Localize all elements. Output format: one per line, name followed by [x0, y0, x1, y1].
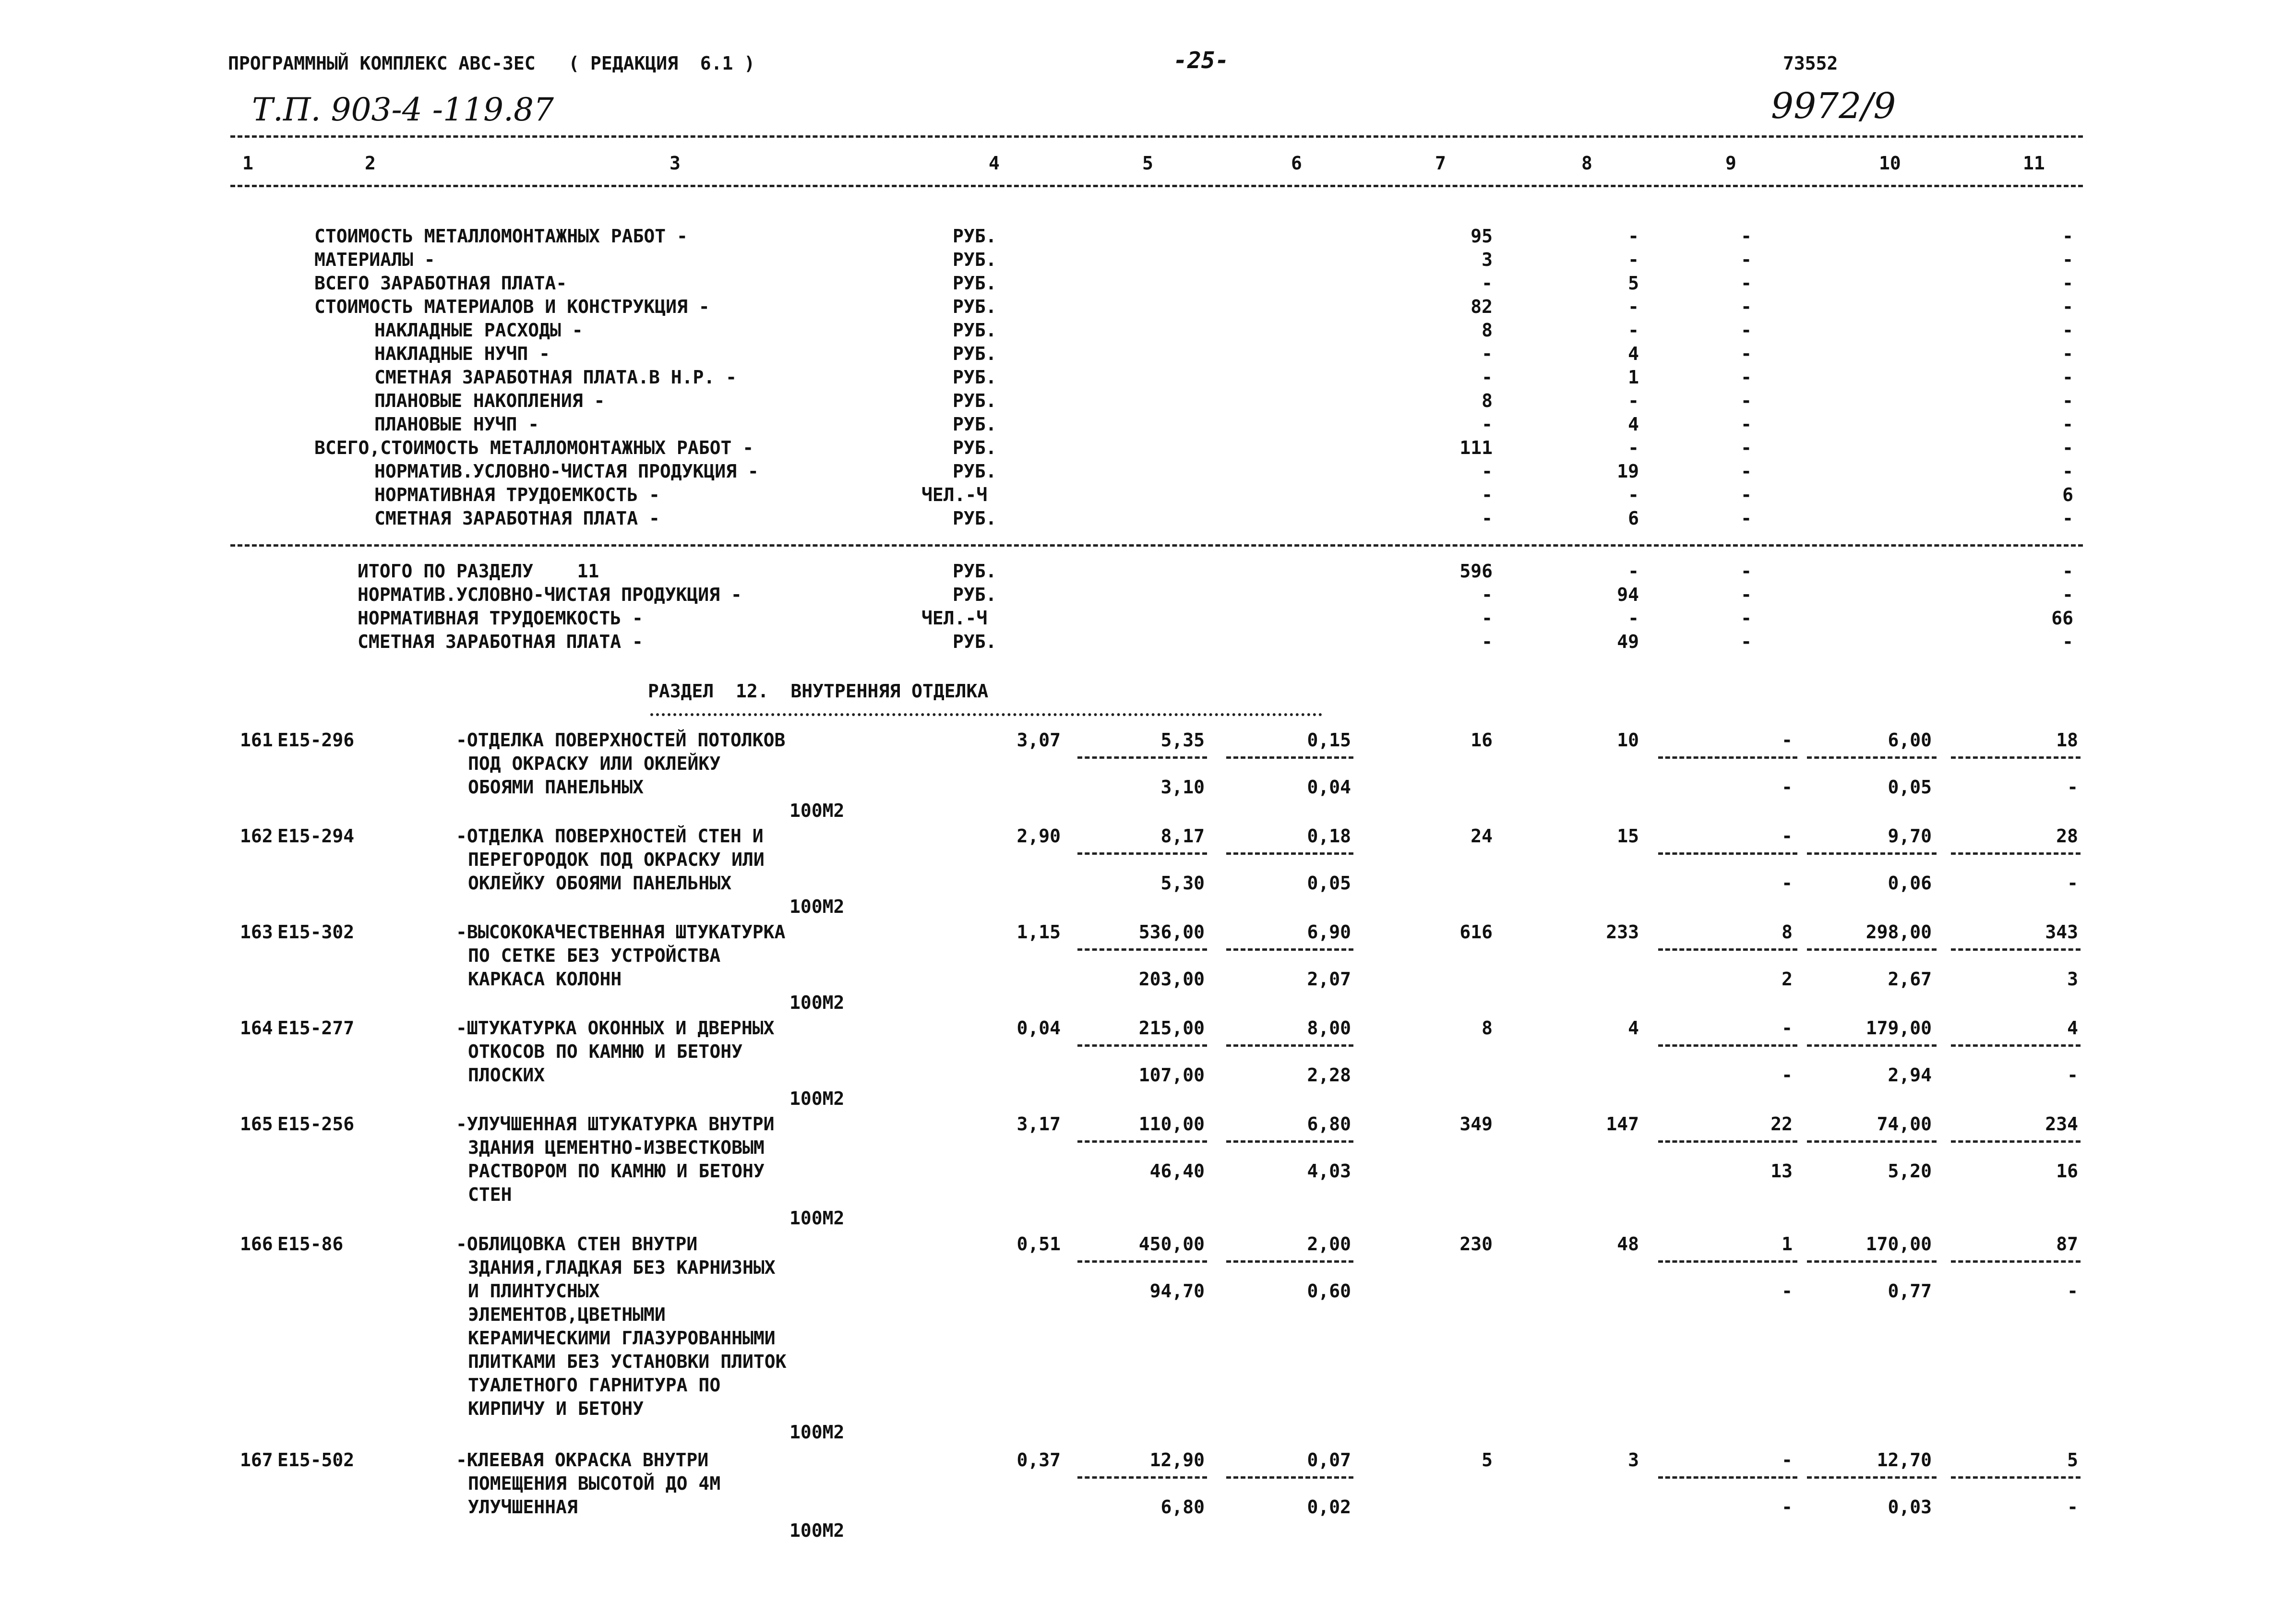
item-number: 162 [240, 825, 273, 847]
item-col11-sub: 16 [2056, 1160, 2078, 1182]
total-label: ИТОГО ПО РАЗДЕЛУ 11 [358, 561, 599, 582]
col9-separator [1658, 1260, 1797, 1263]
total-col11: - [2062, 561, 2073, 582]
item-col9: 22 [1770, 1113, 1793, 1135]
rule-under-colnums [230, 185, 2083, 187]
item-description-line: ОКЛЕЙКУ ОБОЯМИ ПАНЕЛЬНЫХ [468, 873, 732, 894]
col11-separator [1951, 1260, 2081, 1263]
summary-col8: - [1628, 226, 1639, 247]
unit-mach-separator [1226, 1140, 1353, 1143]
summary-col7: - [1482, 414, 1493, 435]
summary-col9: - [1741, 343, 1752, 364]
item-col11: 234 [2045, 1113, 2078, 1135]
total-col8: 94 [1617, 584, 1639, 605]
item-unit-mach: 2,00 [1307, 1233, 1351, 1255]
item-total-wage: 15 [1617, 825, 1639, 847]
column-number: 3 [670, 153, 681, 174]
total-col8: - [1628, 561, 1639, 582]
summary-col7: - [1482, 367, 1493, 388]
item-unit: 100М2 [789, 1208, 845, 1229]
item-total-wage: 10 [1617, 730, 1639, 751]
item-col11-sub: - [2067, 873, 2078, 894]
unit-cost-separator [1077, 756, 1207, 759]
summary-label: ПЛАНОВЫЕ НАКОПЛЕНИЯ - [374, 390, 605, 411]
summary-unit: РУБ. [953, 367, 997, 388]
summary-col8: - [1628, 249, 1639, 270]
total-col7: - [1482, 584, 1493, 605]
summary-label: СМЕТНАЯ ЗАРАБОТНАЯ ПЛАТА - [374, 508, 660, 529]
summary-label: ВСЕГО ЗАРАБОТНАЯ ПЛАТА- [314, 273, 567, 294]
item-unit-mach: 6,90 [1307, 921, 1351, 943]
item-number: 161 [240, 730, 273, 751]
item-col10-sub: 2,94 [1888, 1065, 1932, 1086]
item-total-cost: 230 [1459, 1233, 1493, 1255]
summary-col11: - [2062, 296, 2073, 317]
item-description-line: КЕРАМИЧЕСКИМИ ГЛАЗУРОВАННЫМИ [468, 1328, 776, 1349]
item-col11-sub: 3 [2067, 969, 2078, 990]
summary-label: НОРМАТИВНАЯ ТРУДОЕМКОСТЬ - [374, 484, 660, 505]
item-description-line: -КЛЕЕВАЯ ОКРАСКА ВНУТРИ [456, 1449, 709, 1471]
item-description-line: ТУАЛЕТНОГО ГАРНИТУРА ПО [468, 1375, 721, 1396]
item-unit-cost: 110,00 [1138, 1113, 1205, 1135]
total-unit: РУБ. [953, 631, 997, 652]
col9-separator [1658, 1476, 1797, 1479]
item-quantity: 0,51 [1016, 1233, 1061, 1255]
summary-col7: 111 [1459, 437, 1493, 458]
item-col9-sub: - [1782, 777, 1793, 798]
item-quantity: 3,17 [1016, 1113, 1061, 1135]
column-number: 2 [365, 153, 376, 174]
summary-col9: - [1741, 367, 1752, 388]
item-col10: 298,00 [1866, 921, 1932, 943]
item-col9-sub: 13 [1770, 1160, 1793, 1182]
item-description-line: ЗДАНИЯ,ГЛАДКАЯ БЕЗ КАРНИЗНЫХ [468, 1257, 776, 1278]
item-description-line: ПЕРЕГОРОДОК ПОД ОКРАСКУ ИЛИ [468, 849, 765, 870]
item-col11-sub: - [2067, 1496, 2078, 1518]
item-number: 166 [240, 1233, 273, 1255]
item-col9-sub: - [1782, 1496, 1793, 1518]
item-col9-sub: - [1782, 1065, 1793, 1086]
item-col9: 1 [1782, 1233, 1793, 1255]
item-col11-sub: - [2067, 777, 2078, 798]
column-number: 10 [1879, 153, 1901, 174]
total-col9: - [1741, 608, 1752, 629]
item-description-line: КИРПИЧУ И БЕТОНУ [468, 1398, 644, 1419]
col9-separator [1658, 756, 1797, 759]
summary-col8: - [1628, 296, 1639, 317]
col10-separator [1807, 756, 1937, 759]
item-unit: 100М2 [789, 1422, 845, 1443]
summary-unit: РУБ. [953, 249, 997, 270]
item-code: Е15-302 [277, 921, 355, 943]
summary-col7: - [1482, 461, 1493, 482]
item-col10-sub: 0,77 [1888, 1280, 1932, 1302]
summary-col7: 82 [1471, 296, 1493, 317]
item-number: 163 [240, 921, 273, 943]
unit-mach-separator [1226, 756, 1353, 759]
summary-col9: - [1741, 273, 1752, 294]
item-unit-wage: 3,10 [1160, 777, 1205, 798]
column-number: 7 [1435, 153, 1446, 174]
page-number: -25- [1173, 47, 1229, 74]
col11-separator [1951, 1140, 2081, 1143]
item-unit-wage: 107,00 [1138, 1065, 1205, 1086]
rule-top [230, 135, 2083, 138]
total-col11: 66 [2051, 608, 2073, 629]
summary-label: СМЕТНАЯ ЗАРАБОТНАЯ ПЛАТА.В Н.Р. - [374, 367, 737, 388]
summary-col7: - [1482, 484, 1493, 505]
item-unit-mach-wage: 2,07 [1307, 969, 1351, 990]
summary-col7: - [1482, 508, 1493, 529]
total-col7: - [1482, 631, 1493, 652]
summary-col9: - [1741, 296, 1752, 317]
item-unit-cost: 8,17 [1160, 825, 1205, 847]
total-unit: ЧЕЛ.-Ч [921, 608, 988, 629]
summary-label: НАКЛАДНЫЕ РАСХОДЫ - [374, 320, 583, 341]
item-col9: - [1782, 825, 1793, 847]
unit-cost-separator [1077, 852, 1207, 855]
summary-unit: РУБ. [953, 437, 997, 458]
item-col10-sub: 5,20 [1888, 1160, 1932, 1182]
item-unit-wage: 46,40 [1149, 1160, 1205, 1182]
item-unit-wage: 6,80 [1160, 1496, 1205, 1518]
summary-col8: 1 [1628, 367, 1639, 388]
summary-label: НОРМАТИВ.УСЛОВНО-ЧИСТАЯ ПРОДУКЦИЯ - [374, 461, 759, 482]
item-unit-mach: 0,07 [1307, 1449, 1351, 1471]
item-description-line: ПЛИТКАМИ БЕЗ УСТАНОВКИ ПЛИТОК [468, 1351, 787, 1372]
summary-unit: РУБ. [953, 320, 997, 341]
summary-col9: - [1741, 484, 1752, 505]
item-number: 164 [240, 1017, 273, 1039]
item-description-line: ЭЛЕМЕНТОВ,ЦВЕТНЫМИ [468, 1304, 666, 1325]
col9-separator [1658, 1140, 1797, 1143]
item-quantity: 2,90 [1016, 825, 1061, 847]
summary-col11: - [2062, 437, 2073, 458]
summary-col11: - [2062, 273, 2073, 294]
summary-col8: - [1628, 484, 1639, 505]
summary-label: ВСЕГО,СТОИМОСТЬ МЕТАЛЛОМОНТАЖНЫХ РАБОТ - [314, 437, 754, 458]
col9-separator [1658, 948, 1797, 951]
item-unit-mach: 0,18 [1307, 825, 1351, 847]
item-unit-cost: 450,00 [1138, 1233, 1205, 1255]
summary-unit: ЧЕЛ.-Ч [921, 484, 988, 505]
col10-separator [1807, 852, 1937, 855]
item-code: Е15-296 [277, 730, 355, 751]
summary-col11: - [2062, 343, 2073, 364]
item-total-wage: 233 [1606, 921, 1639, 943]
column-number: 1 [242, 153, 253, 174]
column-number: 6 [1291, 153, 1302, 174]
item-description-line: СТЕН [468, 1184, 512, 1205]
summary-label: СТОИМОСТЬ МАТЕРИАЛОВ И КОНСТРУКЦИЯ - [314, 296, 710, 317]
item-unit-cost: 5,35 [1160, 730, 1205, 751]
item-unit-cost: 12,90 [1149, 1449, 1205, 1471]
item-col9: 8 [1782, 921, 1793, 943]
item-col9-sub: - [1782, 873, 1793, 894]
summary-col7: 8 [1482, 320, 1493, 341]
item-col10-sub: 2,67 [1888, 969, 1932, 990]
unit-mach-separator [1226, 1044, 1353, 1047]
summary-unit: РУБ. [953, 273, 997, 294]
column-number: 8 [1581, 153, 1592, 174]
summary-col8: 19 [1617, 461, 1639, 482]
item-total-cost: 24 [1471, 825, 1493, 847]
summary-unit: РУБ. [953, 390, 997, 411]
summary-col9: - [1741, 390, 1752, 411]
summary-col7: - [1482, 343, 1493, 364]
project-number: Т.П. 903-4 -119.87 [252, 91, 554, 128]
total-col8: 49 [1617, 631, 1639, 652]
item-unit-mach-wage: 4,03 [1307, 1160, 1351, 1182]
item-col11: 4 [2067, 1017, 2078, 1039]
summary-col7: 95 [1471, 226, 1493, 247]
summary-unit: РУБ. [953, 461, 997, 482]
summary-label: НАКЛАДНЫЕ НУЧП - [374, 343, 550, 364]
total-col8: - [1628, 608, 1639, 629]
item-total-cost: 616 [1459, 921, 1493, 943]
program-header: ПРОГРАММНЫЙ КОМПЛЕКС АВС-ЗЕС ( РЕДАКЦИЯ 6.1 ) [228, 53, 755, 74]
item-unit-mach: 6,80 [1307, 1113, 1351, 1135]
item-description-line: ПОД ОКРАСКУ ИЛИ ОКЛЕЙКУ [468, 753, 721, 774]
item-unit-wage: 5,30 [1160, 873, 1205, 894]
item-total-cost: 8 [1482, 1017, 1493, 1039]
item-description-line: ЗДАНИЯ ЦЕМЕНТНО-ИЗВЕСТКОВЫМ [468, 1137, 765, 1158]
item-code: Е15-256 [277, 1113, 355, 1135]
summary-col7: - [1482, 273, 1493, 294]
summary-col9: - [1741, 508, 1752, 529]
item-unit-cost: 215,00 [1138, 1017, 1205, 1039]
item-quantity: 0,04 [1016, 1017, 1061, 1039]
item-unit: 100М2 [789, 1520, 845, 1541]
summary-col11: - [2062, 367, 2073, 388]
total-col11: - [2062, 631, 2073, 652]
item-col10: 170,00 [1866, 1233, 1932, 1255]
item-col11: 5 [2067, 1449, 2078, 1471]
summary-col11: - [2062, 249, 2073, 270]
item-col11-sub: - [2067, 1280, 2078, 1302]
unit-cost-separator [1077, 948, 1207, 951]
item-number: 165 [240, 1113, 273, 1135]
section-title-underline [650, 713, 1322, 716]
item-unit-mach-wage: 0,05 [1307, 873, 1351, 894]
summary-col11: 6 [2062, 484, 2073, 505]
item-unit-mach: 0,15 [1307, 730, 1351, 751]
item-description-line: -ОТДЕЛКА ПОВЕРХНОСТЕЙ ПОТОЛКОВ [456, 730, 786, 751]
unit-cost-separator [1077, 1140, 1207, 1143]
summary-unit: РУБ. [953, 508, 997, 529]
document-code: 73552 [1783, 53, 1838, 74]
item-description-line: -ОТДЕЛКА ПОВЕРХНОСТЕЙ СТЕН И [456, 825, 764, 847]
col11-separator [1951, 756, 2081, 759]
total-col7: 596 [1459, 561, 1493, 582]
summary-col11: - [2062, 508, 2073, 529]
item-col11-sub: - [2067, 1065, 2078, 1086]
item-quantity: 3,07 [1016, 730, 1061, 751]
item-unit: 100М2 [789, 800, 845, 821]
item-total-wage: 48 [1617, 1233, 1639, 1255]
item-code: Е15-277 [277, 1017, 355, 1039]
unit-mach-separator [1226, 1260, 1353, 1263]
rule-before-totals [230, 544, 2083, 547]
item-description-line: ПЛОСКИХ [468, 1065, 545, 1086]
total-unit: РУБ. [953, 584, 997, 605]
summary-unit: РУБ. [953, 343, 997, 364]
summary-col9: - [1741, 437, 1752, 458]
item-unit: 100М2 [789, 1088, 845, 1109]
item-col11: 343 [2045, 921, 2078, 943]
summary-col11: - [2062, 461, 2073, 482]
summary-col8: 4 [1628, 343, 1639, 364]
col11-separator [1951, 948, 2081, 951]
item-col9-sub: - [1782, 1280, 1793, 1302]
item-number: 167 [240, 1449, 273, 1471]
item-code: Е15-294 [277, 825, 355, 847]
unit-mach-separator [1226, 1476, 1353, 1479]
col9-separator [1658, 1044, 1797, 1047]
summary-col11: - [2062, 320, 2073, 341]
summary-label: ПЛАНОВЫЕ НУЧП - [374, 414, 539, 435]
unit-mach-separator [1226, 852, 1353, 855]
item-unit: 100М2 [789, 896, 845, 917]
summary-col8: 5 [1628, 273, 1639, 294]
item-unit-mach-wage: 0,04 [1307, 777, 1351, 798]
col9-separator [1658, 852, 1797, 855]
item-unit-mach-wage: 0,60 [1307, 1280, 1351, 1302]
total-col7: - [1482, 608, 1493, 629]
item-col10: 179,00 [1866, 1017, 1932, 1039]
summary-col8: - [1628, 437, 1639, 458]
col10-separator [1807, 948, 1937, 951]
summary-col9: - [1741, 249, 1752, 270]
summary-unit: РУБ. [953, 296, 997, 317]
col10-separator [1807, 1044, 1937, 1047]
summary-unit: РУБ. [953, 414, 997, 435]
item-quantity: 0,37 [1016, 1449, 1061, 1471]
total-col9: - [1741, 561, 1752, 582]
total-label: НОРМАТИВНАЯ ТРУДОЕМКОСТЬ - [358, 608, 643, 629]
item-col10: 74,00 [1877, 1113, 1932, 1135]
total-unit: РУБ. [953, 561, 997, 582]
summary-col9: - [1741, 414, 1752, 435]
summary-col9: - [1741, 461, 1752, 482]
summary-col7: 3 [1482, 249, 1493, 270]
col11-separator [1951, 1044, 2081, 1047]
summary-col9: - [1741, 226, 1752, 247]
item-col9: - [1782, 1017, 1793, 1039]
item-col9: - [1782, 730, 1793, 751]
col11-separator [1951, 852, 2081, 855]
item-col10: 9,70 [1888, 825, 1932, 847]
item-description-line: И ПЛИНТУСНЫХ [468, 1280, 600, 1302]
item-col10: 6,00 [1888, 730, 1932, 751]
summary-col7: 8 [1482, 390, 1493, 411]
item-unit-wage: 203,00 [1138, 969, 1205, 990]
item-description-line: РАСТВОРОМ ПО КАМНЮ И БЕТОНУ [468, 1160, 765, 1182]
col10-separator [1807, 1476, 1937, 1479]
summary-col11: - [2062, 226, 2073, 247]
summary-unit: РУБ. [953, 226, 997, 247]
summary-col11: - [2062, 414, 2073, 435]
item-col10-sub: 0,06 [1888, 873, 1932, 894]
item-col11: 87 [2056, 1233, 2078, 1255]
item-unit: 100М2 [789, 992, 845, 1013]
item-col9-sub: 2 [1782, 969, 1793, 990]
total-label: НОРМАТИВ.УСЛОВНО-ЧИСТАЯ ПРОДУКЦИЯ - [358, 584, 742, 605]
item-description-line: -ВЫСОКОКАЧЕСТВЕННАЯ ШТУКАТУРКА [456, 921, 786, 943]
col10-separator [1807, 1260, 1937, 1263]
item-unit-mach-wage: 2,28 [1307, 1065, 1351, 1086]
summary-col9: - [1741, 320, 1752, 341]
col10-separator [1807, 1140, 1937, 1143]
item-code: Е15-502 [277, 1449, 355, 1471]
column-number: 5 [1142, 153, 1153, 174]
col11-separator [1951, 1476, 2081, 1479]
section-title: РАЗДЕЛ 12. ВНУТРЕННЯЯ ОТДЕЛКА [648, 681, 989, 702]
item-total-wage: 4 [1628, 1017, 1639, 1039]
summary-col8: - [1628, 320, 1639, 341]
total-col9: - [1741, 584, 1752, 605]
item-description-line: ПОМЕЩЕНИЯ ВЫСОТОЙ ДО 4М [468, 1473, 721, 1494]
item-unit-mach: 8,00 [1307, 1017, 1351, 1039]
item-unit-wage: 94,70 [1149, 1280, 1205, 1302]
handwritten-number: 9972/9 [1771, 85, 1896, 127]
summary-col11: - [2062, 390, 2073, 411]
item-description-line: ОТКОСОВ ПО КАМНЮ И БЕТОНУ [468, 1041, 742, 1062]
item-col10: 12,70 [1877, 1449, 1932, 1471]
summary-col8: 4 [1628, 414, 1639, 435]
item-description-line: -ШТУКАТУРКА ОКОННЫХ И ДВЕРНЫХ [456, 1017, 775, 1039]
item-total-cost: 5 [1482, 1449, 1493, 1471]
summary-label: СТОИМОСТЬ МЕТАЛЛОМОНТАЖНЫХ РАБОТ - [314, 226, 688, 247]
item-col11: 18 [2056, 730, 2078, 751]
unit-cost-separator [1077, 1044, 1207, 1047]
summary-label: МАТЕРИАЛЫ - [314, 249, 435, 270]
item-description-line: -ОБЛИЦОВКА СТЕН ВНУТРИ [456, 1233, 698, 1255]
item-quantity: 1,15 [1016, 921, 1061, 943]
column-number: 4 [989, 153, 1000, 174]
item-description-line: -УЛУЧШЕННАЯ ШТУКАТУРКА ВНУТРИ [456, 1113, 775, 1135]
item-total-wage: 3 [1628, 1449, 1639, 1471]
total-col9: - [1741, 631, 1752, 652]
summary-col8: 6 [1628, 508, 1639, 529]
item-description-line: ПО СЕТКЕ БЕЗ УСТРОЙСТВА [468, 945, 721, 966]
item-description-line: КАРКАСА КОЛОНН [468, 969, 622, 990]
total-label: СМЕТНАЯ ЗАРАБОТНАЯ ПЛАТА - [358, 631, 643, 652]
item-col11: 28 [2056, 825, 2078, 847]
item-total-cost: 349 [1459, 1113, 1493, 1135]
item-col10-sub: 0,05 [1888, 777, 1932, 798]
item-total-cost: 16 [1471, 730, 1493, 751]
summary-col8: - [1628, 390, 1639, 411]
item-col9: - [1782, 1449, 1793, 1471]
total-col11: - [2062, 584, 2073, 605]
item-total-wage: 147 [1606, 1113, 1639, 1135]
item-code: Е15-86 [277, 1233, 344, 1255]
item-col10-sub: 0,03 [1888, 1496, 1932, 1518]
item-description-line: ОБОЯМИ ПАНЕЛЬНЫХ [468, 777, 644, 798]
unit-mach-separator [1226, 948, 1353, 951]
item-unit-mach-wage: 0,02 [1307, 1496, 1351, 1518]
column-number: 11 [2023, 153, 2045, 174]
unit-cost-separator [1077, 1260, 1207, 1263]
unit-cost-separator [1077, 1476, 1207, 1479]
item-description-line: УЛУЧШЕННАЯ [468, 1496, 578, 1518]
item-unit-cost: 536,00 [1138, 921, 1205, 943]
column-number: 9 [1725, 153, 1736, 174]
